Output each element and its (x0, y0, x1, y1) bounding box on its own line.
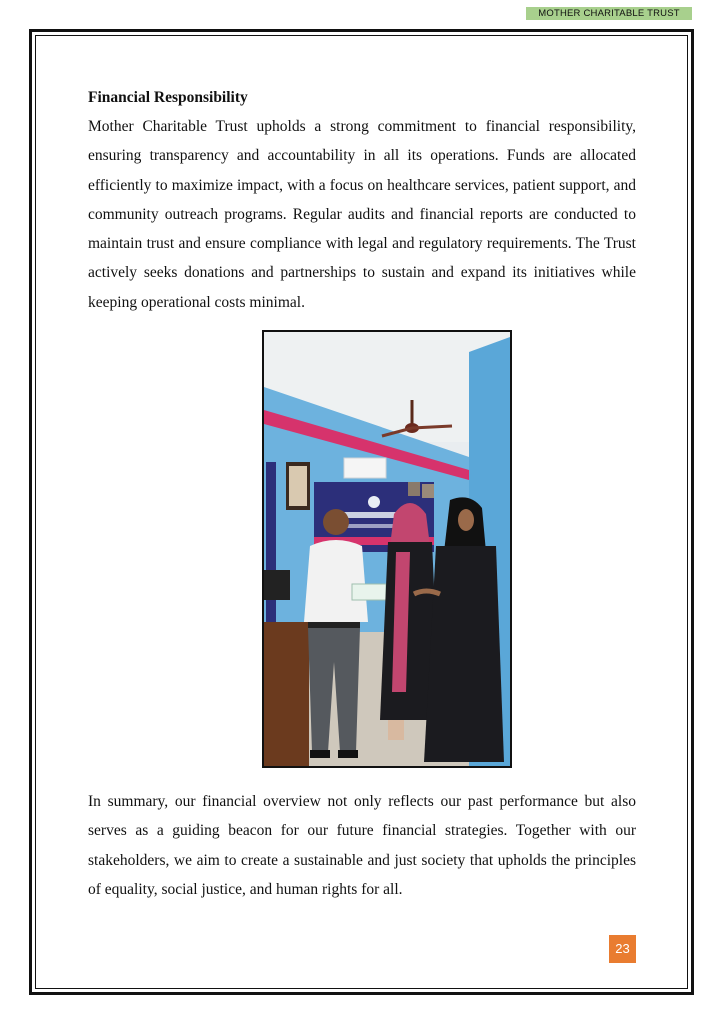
older-woman-face (458, 509, 474, 531)
paragraph-financial-responsibility: Mother Charitable Trust upholds a strong commitment to financial responsibility, ensuring transparency and accountability in all its operations. Funds are allocated efficiently to maximize impact, with a focus on healthcare services, patient support, and community outreach programs. Regular audits and financial reports are conducted to maintain trust and ensure compliance with legal and regulatory requirements. The Trust actively seeks donations and partnerships to sustain and expand its initiatives while keeping operational costs minimal. (88, 118, 636, 311)
man-shirt (304, 540, 368, 622)
cheque (352, 584, 386, 600)
man-shoe (338, 750, 358, 758)
wall-photo (408, 482, 420, 496)
man-belt (308, 622, 360, 628)
paragraph-summary: In summary, our financial overview not only reflects our past performance but also serves as a guiding beacon for our future financial strategies. Together with our stakeholders, we aim to create a sustainable and just society that upholds the principles of equality, social justice, and human rights for all. (88, 793, 636, 898)
banner-logo (368, 496, 380, 508)
portrait (289, 466, 307, 506)
wall-photo (422, 484, 434, 498)
page-number: 23 (609, 935, 636, 963)
air-conditioner (344, 458, 386, 478)
cheque-handover-photo (262, 330, 512, 768)
man-head (323, 509, 349, 535)
older-woman-dress (424, 546, 504, 762)
header-trust-name: MOTHER CHARITABLE TRUST (526, 7, 692, 20)
section-title: Financial Responsibility (88, 89, 248, 106)
man-shoe (310, 750, 330, 758)
monitor (264, 570, 290, 600)
photo-illustration (264, 332, 510, 766)
desk (264, 622, 309, 766)
woman-feet (388, 720, 404, 740)
